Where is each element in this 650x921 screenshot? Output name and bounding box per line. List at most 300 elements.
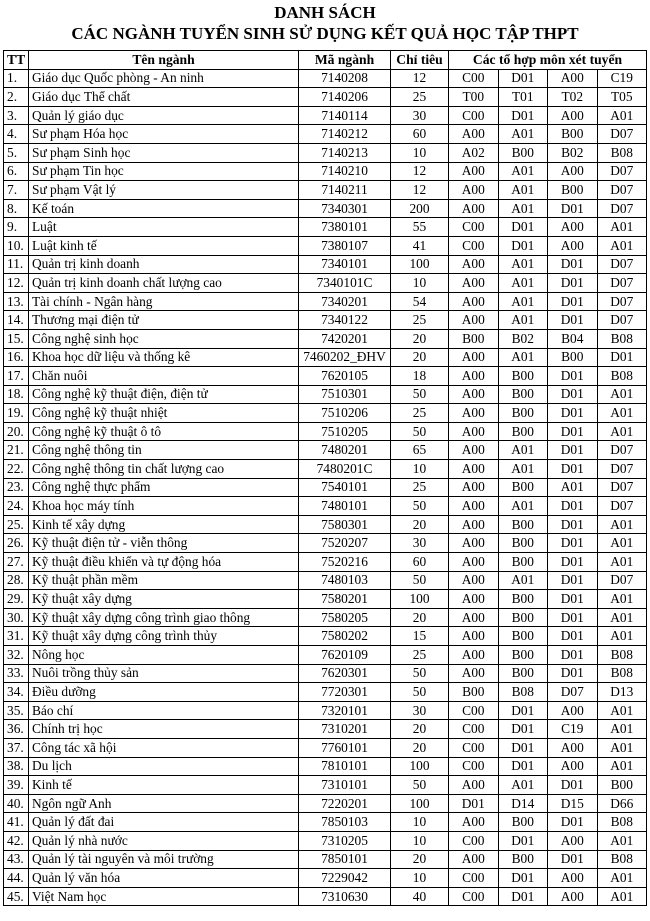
major-name: Quản lý nhà nước bbox=[29, 831, 299, 850]
quota-value: 25 bbox=[391, 311, 449, 330]
combo-code: B00 bbox=[449, 683, 499, 702]
quota-value: 20 bbox=[391, 515, 449, 534]
row-number: 28. bbox=[4, 571, 29, 590]
major-name: Nông học bbox=[29, 646, 299, 665]
quota-value: 12 bbox=[391, 181, 449, 200]
major-code: 7810101 bbox=[299, 757, 391, 776]
combo-code: C00 bbox=[449, 757, 499, 776]
major-name: Việt Nam học bbox=[29, 887, 299, 906]
row-number: 35. bbox=[4, 701, 29, 720]
major-code: 7510206 bbox=[299, 404, 391, 423]
quota-value: 20 bbox=[391, 720, 449, 739]
combo-code: D01 bbox=[548, 571, 598, 590]
quota-value: 15 bbox=[391, 627, 449, 646]
combo-code: A01 bbox=[498, 311, 548, 330]
combo-code: B00 bbox=[498, 385, 548, 404]
major-code: 7620109 bbox=[299, 646, 391, 665]
major-name: Công nghệ kỹ thuật điện, điện tử bbox=[29, 385, 299, 404]
combo-code: D01 bbox=[548, 274, 598, 293]
row-number: 3. bbox=[4, 106, 29, 125]
major-code: 7140210 bbox=[299, 162, 391, 181]
combo-code: D15 bbox=[548, 794, 598, 813]
row-number: 41. bbox=[4, 813, 29, 832]
table-row bbox=[4, 831, 647, 850]
combo-code: A00 bbox=[449, 813, 499, 832]
combo-code: D01 bbox=[498, 869, 548, 888]
combo-code: D01 bbox=[597, 348, 647, 367]
combo-code: A01 bbox=[498, 255, 548, 274]
combo-code: A00 bbox=[449, 460, 499, 479]
major-name: Kỹ thuật điện tử - viễn thông bbox=[29, 534, 299, 553]
major-code: 7140212 bbox=[299, 125, 391, 144]
combo-code: B08 bbox=[597, 367, 647, 386]
combo-code: A01 bbox=[498, 199, 548, 218]
quota-value: 25 bbox=[391, 646, 449, 665]
combo-code: A01 bbox=[498, 125, 548, 144]
major-name: Công nghệ kỹ thuật nhiệt bbox=[29, 404, 299, 423]
header-combos: Các tổ hợp môn xét tuyển bbox=[449, 51, 647, 70]
major-name: Chăn nuôi bbox=[29, 367, 299, 386]
quota-value: 25 bbox=[391, 404, 449, 423]
row-number: 36. bbox=[4, 720, 29, 739]
row-number: 8. bbox=[4, 199, 29, 218]
combo-code: D01 bbox=[548, 850, 598, 869]
row-number: 20. bbox=[4, 422, 29, 441]
row-number: 31. bbox=[4, 627, 29, 646]
major-code: 7310101 bbox=[299, 776, 391, 795]
row-number: 5. bbox=[4, 143, 29, 162]
combo-code: D01 bbox=[548, 627, 598, 646]
quota-value: 12 bbox=[391, 162, 449, 181]
row-number: 34. bbox=[4, 683, 29, 702]
combo-code: D01 bbox=[498, 738, 548, 757]
quota-value: 60 bbox=[391, 553, 449, 572]
major-code: 7520216 bbox=[299, 553, 391, 572]
combo-code: A00 bbox=[548, 757, 598, 776]
major-code: 7229042 bbox=[299, 869, 391, 888]
combo-code: A00 bbox=[548, 162, 598, 181]
table-row bbox=[4, 460, 647, 479]
combo-code: B08 bbox=[597, 850, 647, 869]
row-number: 6. bbox=[4, 162, 29, 181]
row-number: 15. bbox=[4, 329, 29, 348]
table-row bbox=[4, 274, 647, 293]
combo-code: A01 bbox=[597, 738, 647, 757]
combo-code: D01 bbox=[498, 218, 548, 237]
combo-code: A01 bbox=[597, 887, 647, 906]
row-number: 9. bbox=[4, 218, 29, 237]
quota-value: 50 bbox=[391, 664, 449, 683]
row-number: 32. bbox=[4, 646, 29, 665]
table-header-row bbox=[4, 51, 647, 70]
major-name: Công nghệ sinh học bbox=[29, 329, 299, 348]
major-name: Công nghệ kỹ thuật ô tô bbox=[29, 422, 299, 441]
combo-code: D07 bbox=[597, 181, 647, 200]
table-row bbox=[4, 515, 647, 534]
row-number: 12. bbox=[4, 274, 29, 293]
combo-code: D07 bbox=[597, 311, 647, 330]
table-row bbox=[4, 646, 647, 665]
row-number: 4. bbox=[4, 125, 29, 144]
major-name: Kỹ thuật xây dựng công trình giao thông bbox=[29, 608, 299, 627]
major-code: 7720301 bbox=[299, 683, 391, 702]
major-name: Công nghệ thông tin chất lượng cao bbox=[29, 460, 299, 479]
major-name: Kỹ thuật xây dựng bbox=[29, 590, 299, 609]
major-name: Quản lý tài nguyên và môi trường bbox=[29, 850, 299, 869]
combo-code: C00 bbox=[449, 236, 499, 255]
combo-code: D14 bbox=[498, 794, 548, 813]
table-row bbox=[4, 869, 647, 888]
combo-code: D01 bbox=[548, 441, 598, 460]
combo-code: C19 bbox=[597, 69, 647, 88]
combo-code: D01 bbox=[548, 460, 598, 479]
combo-code: A00 bbox=[449, 274, 499, 293]
combo-code: C00 bbox=[449, 869, 499, 888]
combo-code: C00 bbox=[449, 106, 499, 125]
combo-code: A01 bbox=[597, 218, 647, 237]
combo-code: A01 bbox=[498, 776, 548, 795]
combo-code: B00 bbox=[498, 143, 548, 162]
major-code: 7340201 bbox=[299, 292, 391, 311]
table-row bbox=[4, 776, 647, 795]
table-row bbox=[4, 738, 647, 757]
major-name: Luật bbox=[29, 218, 299, 237]
combo-code: B00 bbox=[548, 125, 598, 144]
quota-value: 60 bbox=[391, 125, 449, 144]
combo-code: C00 bbox=[449, 887, 499, 906]
combo-code: B00 bbox=[548, 181, 598, 200]
combo-code: A01 bbox=[498, 162, 548, 181]
row-number: 10. bbox=[4, 236, 29, 255]
combo-code: D07 bbox=[597, 125, 647, 144]
combo-code: C00 bbox=[449, 831, 499, 850]
quota-value: 10 bbox=[391, 869, 449, 888]
major-name: Công tác xã hội bbox=[29, 738, 299, 757]
quota-value: 50 bbox=[391, 776, 449, 795]
header-code: Mã ngành bbox=[299, 51, 391, 70]
combo-code: A00 bbox=[449, 553, 499, 572]
header-quota: Chỉ tiêu bbox=[391, 51, 449, 70]
combo-code: D01 bbox=[498, 887, 548, 906]
combo-code: A00 bbox=[548, 69, 598, 88]
quota-value: 100 bbox=[391, 590, 449, 609]
row-number: 42. bbox=[4, 831, 29, 850]
table-row bbox=[4, 255, 647, 274]
quota-value: 50 bbox=[391, 385, 449, 404]
combo-code: T05 bbox=[597, 88, 647, 107]
combo-code: B04 bbox=[548, 329, 598, 348]
quota-value: 30 bbox=[391, 106, 449, 125]
combo-code: A01 bbox=[498, 181, 548, 200]
row-number: 23. bbox=[4, 478, 29, 497]
major-name: Nuôi trồng thủy sản bbox=[29, 664, 299, 683]
row-number: 37. bbox=[4, 738, 29, 757]
combo-code: A00 bbox=[449, 255, 499, 274]
combo-code: B00 bbox=[498, 553, 548, 572]
combo-code: D01 bbox=[548, 255, 598, 274]
major-name: Giáo dục Thể chất bbox=[29, 88, 299, 107]
combo-code: A01 bbox=[597, 534, 647, 553]
combo-code: B00 bbox=[597, 776, 647, 795]
quota-value: 25 bbox=[391, 478, 449, 497]
combo-code: A00 bbox=[449, 776, 499, 795]
combo-code: C00 bbox=[449, 720, 499, 739]
combo-code: D01 bbox=[498, 701, 548, 720]
major-code: 7760101 bbox=[299, 738, 391, 757]
combo-code: D01 bbox=[548, 776, 598, 795]
combo-code: D01 bbox=[548, 422, 598, 441]
row-number: 33. bbox=[4, 664, 29, 683]
major-code: 7620105 bbox=[299, 367, 391, 386]
combo-code: A01 bbox=[597, 106, 647, 125]
quota-value: 41 bbox=[391, 236, 449, 255]
combo-code: B08 bbox=[597, 813, 647, 832]
major-code: 7850103 bbox=[299, 813, 391, 832]
major-name: Kỹ thuật điều khiển và tự động hóa bbox=[29, 553, 299, 572]
combo-code: T01 bbox=[498, 88, 548, 107]
combo-code: D07 bbox=[597, 497, 647, 516]
combo-code: C00 bbox=[449, 701, 499, 720]
combo-code: A01 bbox=[597, 385, 647, 404]
quota-value: 25 bbox=[391, 88, 449, 107]
combo-code: B00 bbox=[449, 329, 499, 348]
row-number: 26. bbox=[4, 534, 29, 553]
combo-code: A01 bbox=[597, 701, 647, 720]
row-number: 2. bbox=[4, 88, 29, 107]
combo-code: A00 bbox=[449, 608, 499, 627]
header-tt: TT bbox=[4, 51, 29, 70]
row-number: 7. bbox=[4, 181, 29, 200]
combo-code: D01 bbox=[498, 757, 548, 776]
quota-value: 20 bbox=[391, 738, 449, 757]
major-name: Thương mại điện tử bbox=[29, 311, 299, 330]
major-name: Kinh tế bbox=[29, 776, 299, 795]
combo-code: B00 bbox=[498, 534, 548, 553]
major-code: 7140208 bbox=[299, 69, 391, 88]
major-code: 7320101 bbox=[299, 701, 391, 720]
quota-value: 12 bbox=[391, 69, 449, 88]
table-row bbox=[4, 794, 647, 813]
table-row bbox=[4, 162, 647, 181]
combo-code: A01 bbox=[548, 478, 598, 497]
major-name: Quản lý đất đai bbox=[29, 813, 299, 832]
combo-code: C00 bbox=[449, 218, 499, 237]
major-code: 7140211 bbox=[299, 181, 391, 200]
quota-value: 10 bbox=[391, 813, 449, 832]
major-name: Luật kinh tế bbox=[29, 236, 299, 255]
row-number: 16. bbox=[4, 348, 29, 367]
table-body bbox=[4, 69, 647, 906]
combo-code: A00 bbox=[449, 850, 499, 869]
combo-code: D01 bbox=[548, 292, 598, 311]
major-code: 7620301 bbox=[299, 664, 391, 683]
combo-code: A00 bbox=[449, 497, 499, 516]
major-code: 7540101 bbox=[299, 478, 391, 497]
quota-value: 20 bbox=[391, 850, 449, 869]
combo-code: A01 bbox=[597, 627, 647, 646]
table-row bbox=[4, 701, 647, 720]
row-number: 39. bbox=[4, 776, 29, 795]
row-number: 11. bbox=[4, 255, 29, 274]
table-row bbox=[4, 88, 647, 107]
combo-code: A00 bbox=[449, 125, 499, 144]
quota-value: 10 bbox=[391, 831, 449, 850]
table-row bbox=[4, 813, 647, 832]
combo-code: D01 bbox=[498, 831, 548, 850]
combo-code: A01 bbox=[597, 553, 647, 572]
combo-code: D01 bbox=[498, 236, 548, 255]
combo-code: A00 bbox=[548, 831, 598, 850]
major-name: Du lịch bbox=[29, 757, 299, 776]
table-row bbox=[4, 348, 647, 367]
major-name: Kinh tế xây dựng bbox=[29, 515, 299, 534]
major-name: Kỹ thuật xây dựng công trình thủy bbox=[29, 627, 299, 646]
combo-code: D01 bbox=[548, 646, 598, 665]
major-name: Công nghệ thực phẩm bbox=[29, 478, 299, 497]
combo-code: A00 bbox=[449, 441, 499, 460]
table-row bbox=[4, 218, 647, 237]
combo-code: A00 bbox=[449, 348, 499, 367]
combo-code: A01 bbox=[597, 608, 647, 627]
major-code: 7420201 bbox=[299, 329, 391, 348]
row-number: 45. bbox=[4, 887, 29, 906]
major-name: Sư phạm Sinh học bbox=[29, 143, 299, 162]
combo-code: A00 bbox=[449, 404, 499, 423]
row-number: 43. bbox=[4, 850, 29, 869]
combo-code: D01 bbox=[548, 553, 598, 572]
combo-code: A00 bbox=[449, 199, 499, 218]
combo-code: D01 bbox=[548, 515, 598, 534]
combo-code: B00 bbox=[498, 850, 548, 869]
table-row bbox=[4, 757, 647, 776]
combo-code: A00 bbox=[548, 106, 598, 125]
major-code: 7380107 bbox=[299, 236, 391, 255]
table-row bbox=[4, 422, 647, 441]
combo-code: B00 bbox=[498, 664, 548, 683]
combo-code: B00 bbox=[498, 608, 548, 627]
combo-code: A01 bbox=[597, 831, 647, 850]
combo-code: C00 bbox=[449, 69, 499, 88]
row-number: 27. bbox=[4, 553, 29, 572]
table-row bbox=[4, 106, 647, 125]
row-number: 29. bbox=[4, 590, 29, 609]
table-row bbox=[4, 571, 647, 590]
combo-code: B02 bbox=[548, 143, 598, 162]
major-code: 7340301 bbox=[299, 199, 391, 218]
major-code: 7310205 bbox=[299, 831, 391, 850]
combo-code: B08 bbox=[597, 329, 647, 348]
combo-code: A00 bbox=[449, 590, 499, 609]
combo-code: B08 bbox=[597, 664, 647, 683]
major-name: Chính trị học bbox=[29, 720, 299, 739]
quota-value: 20 bbox=[391, 348, 449, 367]
major-name: Báo chí bbox=[29, 701, 299, 720]
combo-code: A01 bbox=[597, 404, 647, 423]
combo-code: A00 bbox=[449, 385, 499, 404]
combo-code: C19 bbox=[548, 720, 598, 739]
major-code: 7140213 bbox=[299, 143, 391, 162]
quota-value: 65 bbox=[391, 441, 449, 460]
quota-value: 20 bbox=[391, 329, 449, 348]
combo-code: A00 bbox=[449, 311, 499, 330]
combo-code: A00 bbox=[449, 571, 499, 590]
table-row bbox=[4, 181, 647, 200]
quota-value: 50 bbox=[391, 422, 449, 441]
combo-code: B00 bbox=[548, 348, 598, 367]
combo-code: B08 bbox=[597, 646, 647, 665]
combo-code: D66 bbox=[597, 794, 647, 813]
row-number: 24. bbox=[4, 497, 29, 516]
major-code: 7220201 bbox=[299, 794, 391, 813]
major-code: 7580201 bbox=[299, 590, 391, 609]
table-row bbox=[4, 199, 647, 218]
quota-value: 50 bbox=[391, 683, 449, 702]
combo-code: A00 bbox=[548, 887, 598, 906]
table-row bbox=[4, 329, 647, 348]
major-name: Giáo dục Quốc phòng - An ninh bbox=[29, 69, 299, 88]
combo-code: A01 bbox=[597, 422, 647, 441]
combo-code: D07 bbox=[597, 571, 647, 590]
quota-value: 30 bbox=[391, 534, 449, 553]
combo-code: A00 bbox=[449, 422, 499, 441]
combo-code: D07 bbox=[597, 274, 647, 293]
major-code: 7480101 bbox=[299, 497, 391, 516]
combo-code: A01 bbox=[597, 236, 647, 255]
table-row bbox=[4, 69, 647, 88]
combo-code: A01 bbox=[498, 497, 548, 516]
table-row bbox=[4, 236, 647, 255]
combo-code: B08 bbox=[498, 683, 548, 702]
major-code: 7310201 bbox=[299, 720, 391, 739]
combo-code: B02 bbox=[498, 329, 548, 348]
major-name: Quản trị kinh doanh bbox=[29, 255, 299, 274]
row-number: 17. bbox=[4, 367, 29, 386]
major-code: 7520207 bbox=[299, 534, 391, 553]
combo-code: B00 bbox=[498, 627, 548, 646]
combo-code: B00 bbox=[498, 646, 548, 665]
quota-value: 40 bbox=[391, 887, 449, 906]
quota-value: 10 bbox=[391, 274, 449, 293]
combo-code: A01 bbox=[597, 869, 647, 888]
combo-code: B08 bbox=[597, 143, 647, 162]
table-row bbox=[4, 887, 647, 906]
major-code: 7380101 bbox=[299, 218, 391, 237]
major-code: 7480201 bbox=[299, 441, 391, 460]
row-number: 38. bbox=[4, 757, 29, 776]
combo-code: D01 bbox=[449, 794, 499, 813]
combo-code: B00 bbox=[498, 404, 548, 423]
major-name: Công nghệ thông tin bbox=[29, 441, 299, 460]
combo-code: C00 bbox=[449, 738, 499, 757]
quota-value: 50 bbox=[391, 571, 449, 590]
combo-code: D07 bbox=[597, 292, 647, 311]
quota-value: 200 bbox=[391, 199, 449, 218]
combo-code: A00 bbox=[449, 367, 499, 386]
row-number: 21. bbox=[4, 441, 29, 460]
combo-code: D01 bbox=[548, 608, 598, 627]
major-code: 7480201C bbox=[299, 460, 391, 479]
combo-code: D01 bbox=[548, 813, 598, 832]
quota-value: 10 bbox=[391, 143, 449, 162]
quota-value: 100 bbox=[391, 757, 449, 776]
combo-code: D07 bbox=[597, 460, 647, 479]
combo-code: A01 bbox=[597, 757, 647, 776]
table-row bbox=[4, 534, 647, 553]
major-name: Sư phạm Hóa học bbox=[29, 125, 299, 144]
combo-code: B00 bbox=[498, 590, 548, 609]
major-name: Khoa học máy tính bbox=[29, 497, 299, 516]
major-name: Quản lý giáo dục bbox=[29, 106, 299, 125]
